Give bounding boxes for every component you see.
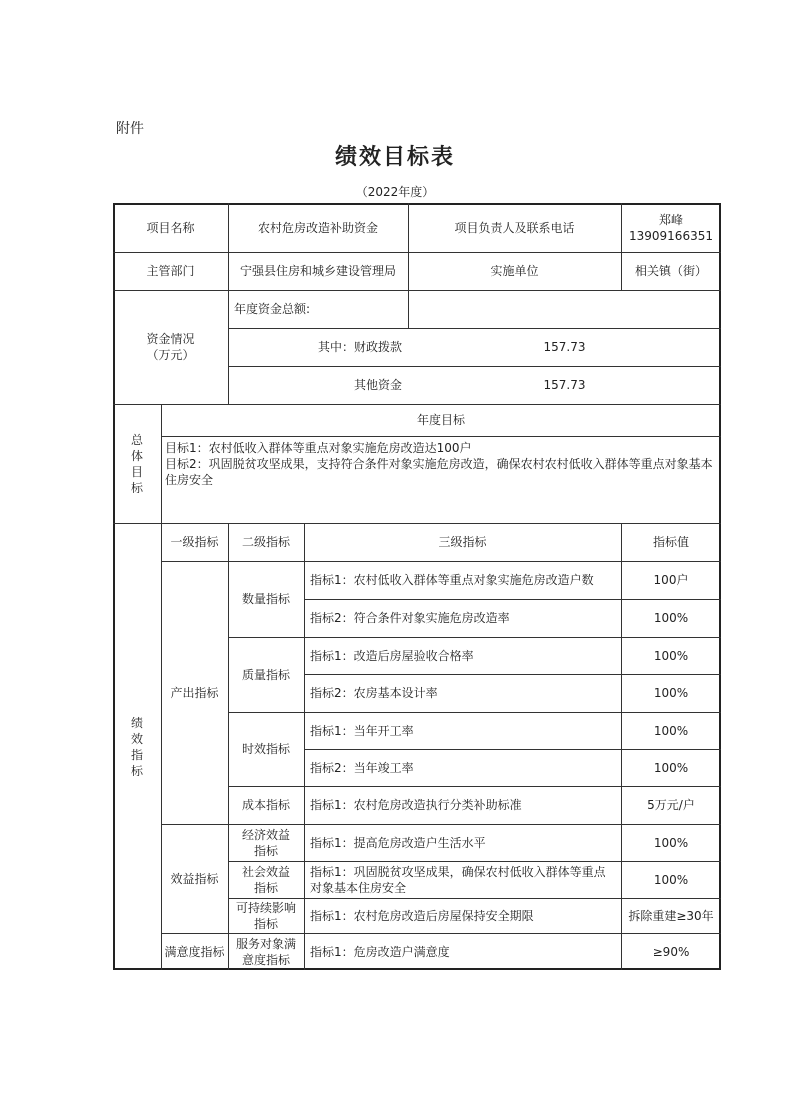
project-name-value: 农村危房改造补助资金 bbox=[257, 220, 378, 235]
indicator-value: 100% bbox=[653, 760, 689, 775]
performance-side-label bbox=[113, 523, 161, 970]
indicator-text: 指标1：农村低收入群体等重点对象实施危房改造户数 bbox=[310, 573, 594, 587]
dept-value: 宁强县住房和城乡建设管理局 bbox=[239, 264, 396, 278]
goal-2: 目标2：巩固脱贫攻坚成果，支持符合条件对象实施危房改造，确保农村农村低收入群体等重点对象基本住房安全 bbox=[165, 457, 713, 487]
indicator-value: 5万元/户 bbox=[647, 798, 695, 812]
funds-label bbox=[113, 290, 228, 404]
annual-goals-header: 年度目标 bbox=[416, 413, 465, 427]
side-char: 指 bbox=[130, 747, 143, 762]
side-char: 目 bbox=[130, 464, 143, 479]
cost-indicator-label: 成本指标 bbox=[241, 798, 290, 812]
benefit-indicator-label: 效益指标 bbox=[170, 871, 219, 886]
page-title: 绩效目标表 bbox=[334, 145, 455, 170]
funds-label-line2: （万元） bbox=[146, 348, 195, 362]
quality-indicator-label: 质量指标 bbox=[241, 667, 290, 682]
column-header: 一级指标 bbox=[170, 535, 219, 549]
fiscal-funds-label: 其中：财政拨款 bbox=[317, 340, 402, 354]
goal-1: 目标1：农村低收入群体等重点对象实施危房改造达100户 bbox=[165, 441, 472, 455]
output-indicator-label: 产出指标 bbox=[170, 685, 219, 700]
unit-value: 相关镇（街） bbox=[634, 264, 707, 278]
indicator-text: 指标1：当年开工率 bbox=[310, 723, 414, 738]
timeliness-indicator-label: 时效指标 bbox=[241, 742, 290, 756]
divider bbox=[161, 436, 721, 437]
social-indicator-label: 社会效益指标 bbox=[241, 864, 290, 895]
total-funds-value bbox=[408, 290, 721, 328]
indicator-value: 100户 bbox=[653, 573, 689, 587]
side-char: 效 bbox=[130, 731, 143, 746]
side-char: 标 bbox=[130, 763, 143, 778]
contact-label: 项目负责人及联系电话 bbox=[454, 220, 575, 235]
annual-goals-text bbox=[161, 438, 721, 523]
indicator-text: 指标1：改造后房屋验收合格率 bbox=[310, 648, 474, 663]
side-char: 标 bbox=[130, 480, 143, 495]
indicator-value: ≥90% bbox=[652, 944, 690, 959]
other-funds-label: 其他资金 bbox=[353, 378, 402, 392]
economic-indicator-label: 经济效益指标 bbox=[241, 827, 290, 858]
indicator-value: 100% bbox=[653, 648, 689, 663]
satisfaction-indicator-label: 满意度指标 bbox=[164, 944, 225, 959]
indicator-text: 指标2：当年竣工率 bbox=[310, 760, 414, 775]
indicator-value: 100% bbox=[653, 872, 689, 887]
indicator-value: 拆除重建≥30年 bbox=[628, 908, 714, 923]
overall-goals-side-label bbox=[113, 404, 161, 523]
side-char: 体 bbox=[130, 448, 143, 463]
total-funds-label: 年度资金总额: bbox=[234, 302, 311, 316]
indicator-text: 指标1：巩固脱贫攻坚成果，确保农村低收入群体等重点对象基本住房安全 bbox=[310, 864, 606, 895]
side-char: 总 bbox=[130, 432, 143, 447]
indicator-value: 100% bbox=[653, 611, 689, 625]
sustain-indicator-label: 可持续影响指标 bbox=[235, 900, 296, 931]
indicator-value: 100% bbox=[653, 723, 689, 738]
column-header: 指标值 bbox=[652, 535, 689, 549]
dept-label: 主管部门 bbox=[146, 264, 195, 278]
funds-label-line1: 资金情况 bbox=[146, 332, 195, 346]
indicator-text: 指标1：农村危房改造后房屋保持安全期限 bbox=[310, 908, 534, 923]
indicator-text: 指标2：农房基本设计率 bbox=[310, 686, 438, 700]
indicator-text: 指标1：提高危房改造户生活水平 bbox=[310, 835, 486, 850]
indicator-text: 指标1：危房改造户满意度 bbox=[310, 944, 450, 959]
contact-value bbox=[621, 203, 721, 252]
contact-phone: 13909166351 bbox=[629, 228, 713, 243]
column-header: 二级指标 bbox=[241, 535, 290, 549]
column-header: 三级指标 bbox=[438, 535, 487, 549]
quantity-indicator-label: 数量指标 bbox=[241, 592, 290, 606]
other-funds-value: 157.73 bbox=[543, 378, 586, 392]
year-label: （2022年度） bbox=[355, 185, 435, 199]
attachment-label: 附件 bbox=[116, 121, 144, 137]
project-name-label: 项目名称 bbox=[146, 220, 195, 235]
indicator-value: 100% bbox=[653, 835, 689, 850]
service-indicator-label: 服务对象满意度指标 bbox=[236, 936, 297, 967]
indicator-text: 指标1：农村危房改造执行分类补助标准 bbox=[310, 798, 522, 812]
contact-name: 郑峰 bbox=[658, 212, 683, 227]
indicator-text: 指标2：符合条件对象实施危房改造率 bbox=[310, 611, 510, 625]
unit-label: 实施单位 bbox=[490, 264, 539, 278]
indicator-value: 100% bbox=[653, 686, 689, 700]
fiscal-funds-value: 157.73 bbox=[543, 340, 586, 354]
side-char: 绩 bbox=[130, 715, 143, 730]
